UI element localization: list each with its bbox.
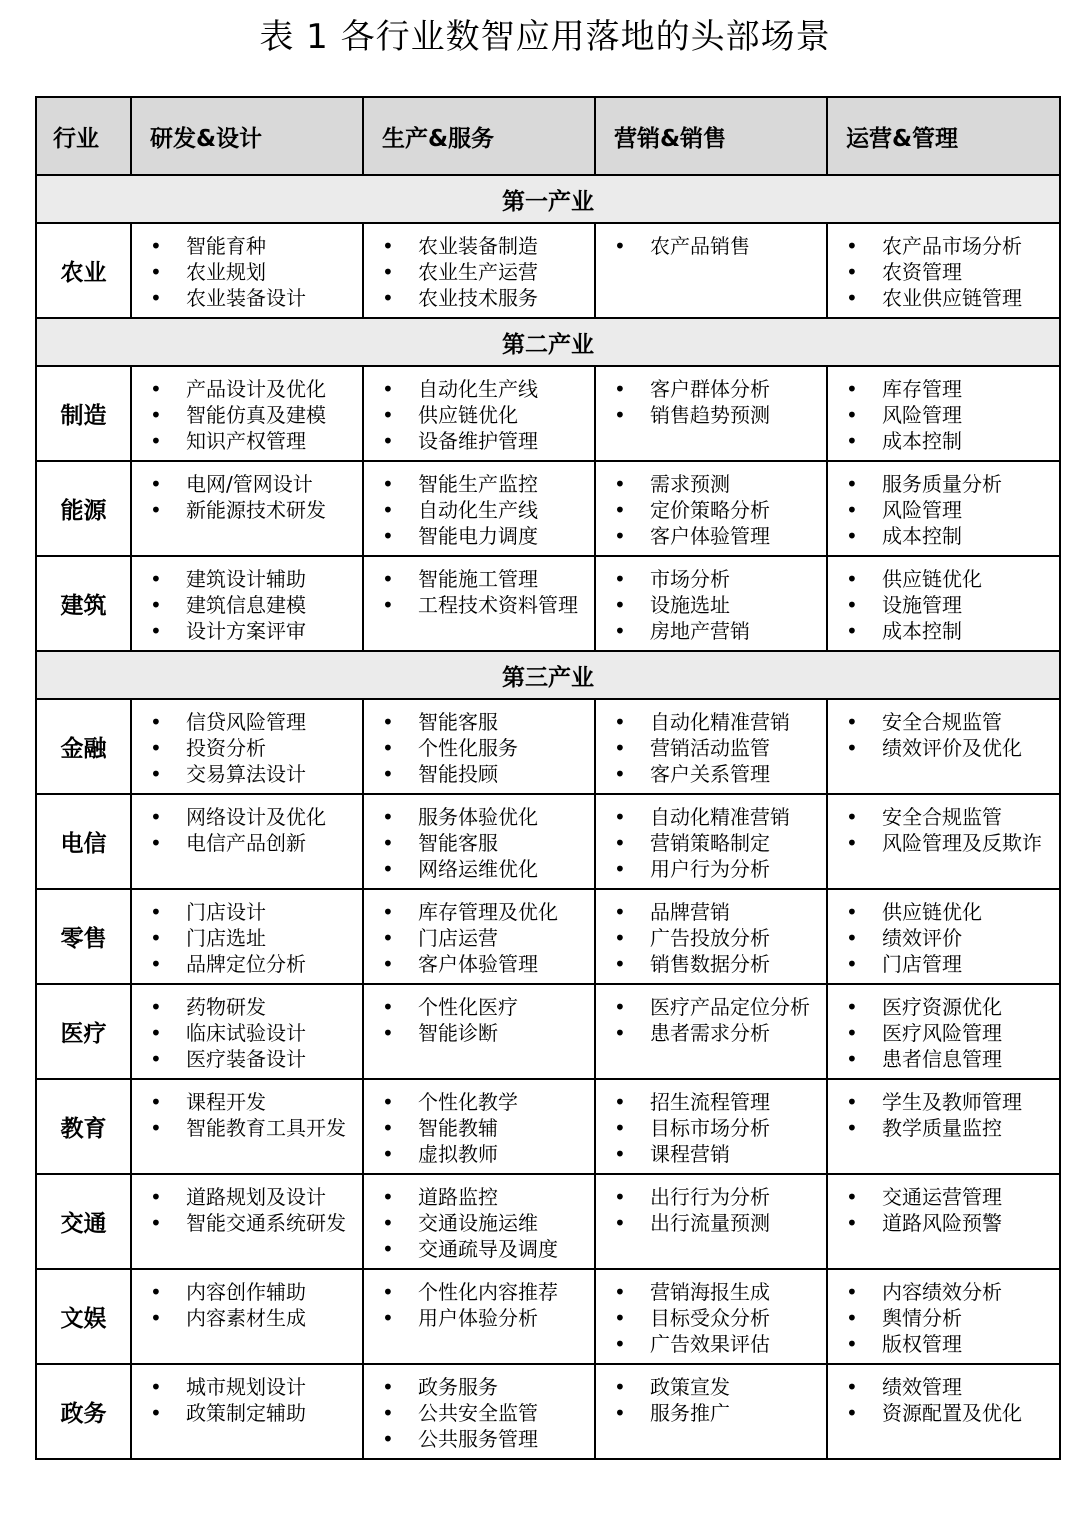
scenario-cell [827, 1079, 1060, 1174]
list-item: • 服务推广 [596, 1400, 820, 1426]
list-item: • 医疗风险管理 [828, 1020, 1053, 1046]
list-item: • 广告效果评估 [596, 1331, 820, 1357]
scenario-cell [363, 1174, 595, 1269]
scenario-cell [827, 1269, 1060, 1364]
scenario-cell [827, 699, 1060, 794]
scenario-cell [827, 984, 1060, 1079]
table-row [36, 556, 1060, 651]
list-item: • 农业装备制造 [364, 233, 588, 259]
industry-cell: 金融 [36, 699, 131, 794]
list-item: • 门店管理 [828, 951, 1053, 977]
list-item: • 交通疏导及调度 [364, 1236, 588, 1262]
table-row [36, 1269, 1060, 1364]
table-header [36, 97, 1060, 175]
header-operations-management: 运营&管理 [827, 97, 1060, 175]
table-row [36, 1364, 1060, 1459]
list-item: • 新能源技术研发 [132, 497, 356, 523]
list-item: • 智能投顾 [364, 761, 588, 787]
scenario-cell [363, 984, 595, 1079]
scenario-cell [827, 794, 1060, 889]
list-item: • 临床试验设计 [132, 1020, 356, 1046]
list-item: • 智能教辅 [364, 1115, 588, 1141]
scenario-cell [595, 223, 827, 318]
scenario-cell [595, 461, 827, 556]
list-item: • 资源配置及优化 [828, 1400, 1053, 1426]
scenario-list [596, 1365, 826, 1426]
list-item: • 门店选址 [132, 925, 356, 951]
industry-cell: 医疗 [36, 984, 131, 1079]
list-item: • 智能仿真及建模 [132, 402, 356, 428]
scenario-list [132, 224, 362, 311]
section-row [36, 175, 1060, 223]
list-item: • 农资管理 [828, 259, 1053, 285]
scenario-cell [827, 1174, 1060, 1269]
scenario-cell [363, 556, 595, 651]
table-row [36, 1079, 1060, 1174]
list-item: • 农业供应链管理 [828, 285, 1053, 311]
list-item: • 个性化教学 [364, 1089, 588, 1115]
list-item: • 成本控制 [828, 618, 1053, 644]
scenario-cell [363, 223, 595, 318]
industry-cell: 交通 [36, 1174, 131, 1269]
list-item: • 智能客服 [364, 709, 588, 735]
list-item: • 内容素材生成 [132, 1305, 356, 1331]
scenario-cell [827, 223, 1060, 318]
scenario-list [364, 890, 594, 977]
industry-cell: 建筑 [36, 556, 131, 651]
scenario-cell [363, 1364, 595, 1459]
list-item: • 自动化生产线 [364, 497, 588, 523]
scenario-list [364, 795, 594, 882]
scenario-cell [131, 699, 363, 794]
scenario-cell [595, 1269, 827, 1364]
list-item: • 供应链优化 [828, 899, 1053, 925]
scenario-cell [595, 984, 827, 1079]
scenario-list [828, 985, 1059, 1072]
list-item: • 建筑设计辅助 [132, 566, 356, 592]
scenario-list [828, 700, 1059, 761]
scenario-cell [131, 556, 363, 651]
list-item: • 虚拟教师 [364, 1141, 588, 1167]
scenario-list [828, 795, 1059, 856]
list-item: • 农业生产运营 [364, 259, 588, 285]
list-item: • 农业规划 [132, 259, 356, 285]
list-item: • 道路规划及设计 [132, 1184, 356, 1210]
list-item: • 医疗装备设计 [132, 1046, 356, 1072]
list-item: • 设备维护管理 [364, 428, 588, 454]
list-item: • 绩效评价及优化 [828, 735, 1053, 761]
list-item: • 安全合规监管 [828, 804, 1053, 830]
header-marketing-sales: 营销&销售 [595, 97, 827, 175]
list-item: • 用户体验分析 [364, 1305, 588, 1331]
list-item: • 广告投放分析 [596, 925, 820, 951]
table-row [36, 1174, 1060, 1269]
scenario-list [132, 890, 362, 977]
scenario-list [828, 1365, 1059, 1426]
table-row [36, 461, 1060, 556]
scenario-list [828, 462, 1059, 549]
list-item: • 课程开发 [132, 1089, 356, 1115]
scenario-cell [595, 889, 827, 984]
list-item: • 供应链优化 [828, 566, 1053, 592]
list-item: • 客户关系管理 [596, 761, 820, 787]
list-item: • 供应链优化 [364, 402, 588, 428]
list-item: • 版权管理 [828, 1331, 1053, 1357]
list-item: • 道路风险预警 [828, 1210, 1053, 1236]
scenario-cell [827, 889, 1060, 984]
list-item: • 目标受众分析 [596, 1305, 820, 1331]
scenario-list [364, 557, 594, 618]
scenario-cell [131, 1079, 363, 1174]
list-item: • 房地产营销 [596, 618, 820, 644]
scenario-cell [363, 1079, 595, 1174]
list-item: • 智能客服 [364, 830, 588, 856]
scenario-list [132, 700, 362, 787]
list-item: • 成本控制 [828, 523, 1053, 549]
industry-cell: 农业 [36, 223, 131, 318]
list-item: • 招生流程管理 [596, 1089, 820, 1115]
list-item: • 设施选址 [596, 592, 820, 618]
header-production-service: 生产&服务 [363, 97, 595, 175]
scenario-list [364, 462, 594, 549]
list-item: • 营销活动监管 [596, 735, 820, 761]
scenario-list [596, 557, 826, 644]
industry-cell: 制造 [36, 366, 131, 461]
list-item: • 内容绩效分析 [828, 1279, 1053, 1305]
list-item: • 服务体验优化 [364, 804, 588, 830]
list-item: • 智能教育工具开发 [132, 1115, 356, 1141]
list-item: • 网络设计及优化 [132, 804, 356, 830]
table-row [36, 794, 1060, 889]
list-item: • 智能生产监控 [364, 471, 588, 497]
industry-cell: 电信 [36, 794, 131, 889]
scenario-list [364, 1365, 594, 1452]
scenario-cell [827, 1364, 1060, 1459]
list-item: • 电信产品创新 [132, 830, 356, 856]
table-row [36, 223, 1060, 318]
industry-cell: 能源 [36, 461, 131, 556]
scenario-cell [131, 1364, 363, 1459]
scenario-list [828, 224, 1059, 311]
scenario-cell [363, 461, 595, 556]
scenario-list [596, 795, 826, 882]
scenario-list [596, 985, 826, 1046]
scenario-list [828, 1080, 1059, 1141]
list-item: • 出行流量预测 [596, 1210, 820, 1236]
scenario-list [132, 1175, 362, 1236]
list-item: • 个性化服务 [364, 735, 588, 761]
list-item: • 库存管理及优化 [364, 899, 588, 925]
list-item: • 电网/管网设计 [132, 471, 356, 497]
scenario-cell [131, 984, 363, 1079]
scenario-cell [131, 794, 363, 889]
list-item: • 政务服务 [364, 1374, 588, 1400]
list-item: • 品牌营销 [596, 899, 820, 925]
list-item: • 建筑信息建模 [132, 592, 356, 618]
list-item: • 安全合规监管 [828, 709, 1053, 735]
scenario-cell [595, 366, 827, 461]
scenario-cell [363, 699, 595, 794]
scenario-list [596, 890, 826, 977]
list-item: • 客户群体分析 [596, 376, 820, 402]
list-item: • 需求预测 [596, 471, 820, 497]
list-item: • 绩效评价 [828, 925, 1053, 951]
list-item: • 公共安全监管 [364, 1400, 588, 1426]
scenario-list [828, 367, 1059, 454]
list-item: • 个性化内容推荐 [364, 1279, 588, 1305]
list-item: • 智能诊断 [364, 1020, 588, 1046]
list-item: • 自动化精准营销 [596, 804, 820, 830]
section-row [36, 318, 1060, 366]
list-item: • 内容创作辅助 [132, 1279, 356, 1305]
scenario-list [364, 224, 594, 311]
list-item: • 农业装备设计 [132, 285, 356, 311]
table-title: 表 1 各行业数智应用落地的头部场景 [259, 17, 831, 57]
list-item: • 农产品市场分析 [828, 233, 1053, 259]
list-item: • 政策宣发 [596, 1374, 820, 1400]
list-item: • 销售数据分析 [596, 951, 820, 977]
scenario-cell [595, 1079, 827, 1174]
scenario-list [364, 1175, 594, 1262]
list-item: • 医疗产品定位分析 [596, 994, 820, 1020]
list-item: • 交通设施运维 [364, 1210, 588, 1236]
list-item: • 设计方案评审 [132, 618, 356, 644]
list-item: • 患者信息管理 [828, 1046, 1053, 1072]
scenario-list [132, 1365, 362, 1426]
scenario-list [596, 224, 826, 259]
list-item: • 产品设计及优化 [132, 376, 356, 402]
list-item: • 销售趋势预测 [596, 402, 820, 428]
list-item: • 智能育种 [132, 233, 356, 259]
list-item: • 农产品销售 [596, 233, 820, 259]
list-item: • 个性化医疗 [364, 994, 588, 1020]
scenario-cell [827, 366, 1060, 461]
list-item: • 教学质量监控 [828, 1115, 1053, 1141]
table-row [36, 699, 1060, 794]
list-item: • 工程技术资料管理 [364, 592, 588, 618]
scenario-table [35, 96, 1061, 1460]
scenario-cell [595, 556, 827, 651]
list-item: • 投资分析 [132, 735, 356, 761]
scenario-list [596, 1080, 826, 1167]
list-item: • 网络运维优化 [364, 856, 588, 882]
scenario-cell [827, 461, 1060, 556]
section-title: 第二产业 [36, 318, 1060, 366]
list-item: • 药物研发 [132, 994, 356, 1020]
header-industry: 行业 [36, 97, 131, 175]
industry-cell: 文娱 [36, 1269, 131, 1364]
industry-cell: 政务 [36, 1364, 131, 1459]
list-item: • 政策制定辅助 [132, 1400, 356, 1426]
scenario-list [364, 1270, 594, 1331]
list-item: • 城市规划设计 [132, 1374, 356, 1400]
list-item: • 风险管理 [828, 402, 1053, 428]
list-item: • 门店运营 [364, 925, 588, 951]
scenario-cell [595, 1174, 827, 1269]
table-row [36, 984, 1060, 1079]
list-item: • 学生及教师管理 [828, 1089, 1053, 1115]
list-item: • 设施管理 [828, 592, 1053, 618]
scenario-list [596, 462, 826, 549]
scenario-list [364, 1080, 594, 1167]
table-body [36, 175, 1060, 1459]
scenario-cell [131, 223, 363, 318]
list-item: • 客户体验管理 [364, 951, 588, 977]
scenario-list [364, 700, 594, 787]
list-item: • 定价策略分析 [596, 497, 820, 523]
header-rd-design: 研发&设计 [131, 97, 363, 175]
scenario-cell [363, 889, 595, 984]
list-item: • 公共服务管理 [364, 1426, 588, 1452]
list-item: • 库存管理 [828, 376, 1053, 402]
industry-cell: 教育 [36, 1079, 131, 1174]
table-row [36, 889, 1060, 984]
list-item: • 知识产权管理 [132, 428, 356, 454]
scenario-cell [827, 556, 1060, 651]
list-item: • 自动化精准营销 [596, 709, 820, 735]
list-item: • 智能电力调度 [364, 523, 588, 549]
scenario-list [132, 462, 362, 523]
list-item: • 服务质量分析 [828, 471, 1053, 497]
list-item: • 医疗资源优化 [828, 994, 1053, 1020]
scenario-list [828, 1270, 1059, 1357]
list-item: • 门店设计 [132, 899, 356, 925]
scenario-list [132, 985, 362, 1072]
list-item: • 交通运营管理 [828, 1184, 1053, 1210]
scenario-list [132, 795, 362, 856]
scenario-list [596, 1270, 826, 1357]
list-item: • 智能施工管理 [364, 566, 588, 592]
list-item: • 绩效管理 [828, 1374, 1053, 1400]
scenario-cell [131, 366, 363, 461]
list-item: • 品牌定位分析 [132, 951, 356, 977]
scenario-cell [131, 1174, 363, 1269]
table-row [36, 366, 1060, 461]
list-item: • 风险管理 [828, 497, 1053, 523]
scenario-cell [595, 1364, 827, 1459]
list-item: • 出行行为分析 [596, 1184, 820, 1210]
scenario-list [596, 367, 826, 428]
list-item: • 交易算法设计 [132, 761, 356, 787]
list-item: • 营销策略制定 [596, 830, 820, 856]
scenario-list [132, 557, 362, 644]
list-item: • 用户行为分析 [596, 856, 820, 882]
list-item: • 营销海报生成 [596, 1279, 820, 1305]
list-item: • 市场分析 [596, 566, 820, 592]
scenario-list [132, 1080, 362, 1141]
section-row [36, 651, 1060, 699]
list-item: • 患者需求分析 [596, 1020, 820, 1046]
list-item: • 风险管理及反欺诈 [828, 830, 1053, 856]
scenario-cell [595, 794, 827, 889]
list-item: • 道路监控 [364, 1184, 588, 1210]
list-item: • 课程营销 [596, 1141, 820, 1167]
scenario-list [828, 1175, 1059, 1236]
list-item: • 目标市场分析 [596, 1115, 820, 1141]
list-item: • 农业技术服务 [364, 285, 588, 311]
scenario-cell [131, 461, 363, 556]
section-title: 第三产业 [36, 651, 1060, 699]
industry-cell: 零售 [36, 889, 131, 984]
list-item: • 成本控制 [828, 428, 1053, 454]
scenario-list [132, 1270, 362, 1331]
header-row [36, 97, 1060, 175]
list-item: • 舆情分析 [828, 1305, 1053, 1331]
scenario-list [828, 557, 1059, 644]
scenario-cell [131, 889, 363, 984]
scenario-list [828, 890, 1059, 977]
scenario-cell [363, 366, 595, 461]
scenario-cell [363, 1269, 595, 1364]
scenario-cell [595, 699, 827, 794]
scenario-cell [131, 1269, 363, 1364]
list-item: • 智能交通系统研发 [132, 1210, 356, 1236]
scenario-list [596, 1175, 826, 1236]
scenario-list [596, 700, 826, 787]
section-title: 第一产业 [36, 175, 1060, 223]
scenario-cell [363, 794, 595, 889]
list-item: • 自动化生产线 [364, 376, 588, 402]
list-item: • 客户体验管理 [596, 523, 820, 549]
list-item: • 信贷风险管理 [132, 709, 356, 735]
scenario-list [364, 367, 594, 454]
scenario-list [364, 985, 594, 1046]
scenario-list [132, 367, 362, 454]
